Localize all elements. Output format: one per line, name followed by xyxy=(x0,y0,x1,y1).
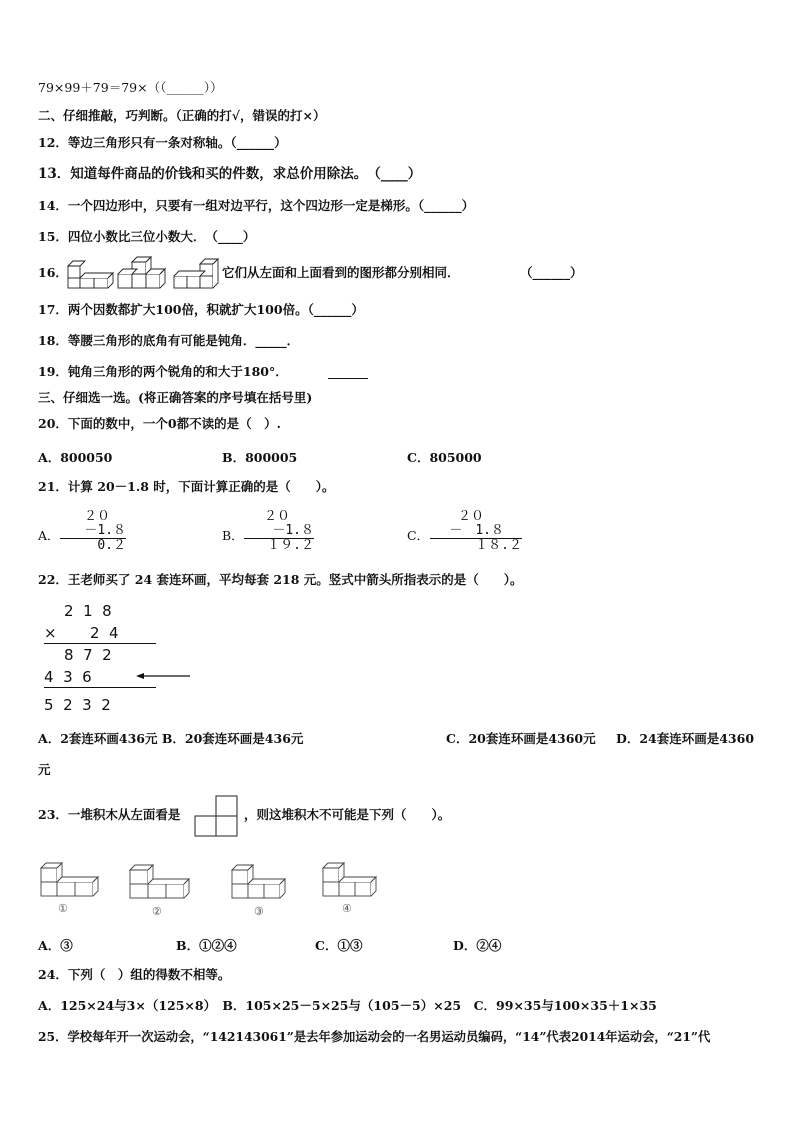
q20-option-c: C．805000 xyxy=(407,450,482,465)
q21-option-b-label: B． xyxy=(222,528,244,543)
question-13: 13．知道每件商品的价钱和买的件数，求总价用除法。 （____） xyxy=(38,166,422,182)
left-view-figure xyxy=(194,795,240,837)
question-19: 19．钝角三角形的两个锐角的和大于180°． xyxy=(38,364,288,379)
question-23: 23．一堆积木从左面看是 xyxy=(38,807,181,822)
question-24: 24．下列（ ）组的得数不相等。 xyxy=(38,967,231,982)
q21-b-minuend: ２０ xyxy=(263,509,290,524)
q21-option-b-calc xyxy=(244,510,314,553)
mult-product: 5 2 3 2 xyxy=(44,696,111,714)
question-16-blank: （______） xyxy=(520,265,583,280)
figure-caption-3: ③ xyxy=(254,905,264,918)
question-16-number: 16． xyxy=(38,265,68,280)
q20-option-b: B．800005 xyxy=(222,450,298,465)
mult-partial-1: 8 7 2 xyxy=(64,646,112,664)
mult-multiplier: × 2 4 xyxy=(44,624,119,642)
block-figures-q23 xyxy=(38,858,388,906)
question-23-tail: ，则这堆积木不可能是下列（ ）。 xyxy=(244,807,451,822)
section-two-heading: 二、仔细推敲，巧判断。（正确的打√，错误的打×） xyxy=(38,108,326,123)
q21-a-minuend: ２０ xyxy=(83,509,110,524)
question-22: 22．王老师买了 24 套连环画，平均每套 218 元。竖式中箭头所指表示的是（ ）。 xyxy=(38,572,523,587)
question-15: 15．四位小数比三位小数大． （____） xyxy=(38,229,256,244)
q22-option-d: D．24套连环画是4360 xyxy=(616,731,755,746)
question-17: 17．两个因数都扩大100倍，积就扩大100倍。（______） xyxy=(38,302,364,317)
q22-options-ab: A．2套连环画436元 B．20套连环画是436元 xyxy=(38,731,304,746)
mult-rule-2 xyxy=(44,687,156,688)
q21-a-result: 0.２ xyxy=(60,538,126,553)
q22-option-c: C．20套连环画是4360元 xyxy=(446,731,596,746)
answer-blank-19[interactable] xyxy=(328,366,368,379)
q21-b-result: １９.２ xyxy=(244,538,314,553)
q21-option-c-calc xyxy=(430,510,522,553)
q22-option-d-wrap: 元 xyxy=(38,762,51,777)
q21-b-subtrahend: －1.８ xyxy=(272,523,314,538)
q21-c-minuend: ２０ xyxy=(457,509,484,524)
q21-option-a-label: A． xyxy=(38,528,60,543)
question-12: 12．等边三角形只有一条对称轴。（______） xyxy=(38,135,287,150)
q21-c-subtrahend: － 1.８ xyxy=(449,523,504,538)
section-three-heading: 三、仔细选一选。(将正确答案的序号填在括号里) xyxy=(38,390,313,405)
mult-multiplicand: 2 1 8 xyxy=(64,602,112,620)
q21-a-subtrahend: －1.８ xyxy=(84,523,126,538)
question-14: 14．一个四边形中，只要有一组对边平行，这个四边形一定是梯形。（______） xyxy=(38,198,475,213)
q24-options: A．125×24与3×（125×8） B．105×25－5×25与（105－5）×25 C．99×35与100×35＋1×35 xyxy=(38,998,657,1013)
figure-caption-2: ② xyxy=(152,905,162,918)
figure-caption-4: ④ xyxy=(342,902,352,915)
q23-option-c: C．①③ xyxy=(315,938,363,953)
q20-option-a: A．800050 xyxy=(38,450,113,465)
question-16-text: 它们从左面和上面看到的图形都分别相同． xyxy=(222,265,460,280)
q23-option-b: B．①②④ xyxy=(176,938,237,953)
question-20: 20．下面的数中，一个0都不读的是（ ）. xyxy=(38,416,281,431)
arrow-left-icon xyxy=(136,672,192,680)
q23-option-a: A．③ xyxy=(38,938,73,953)
question-18: 18．等腰三角形的底角有可能是钝角．_____． xyxy=(38,333,300,348)
figure-caption-1: ① xyxy=(58,902,68,915)
mult-rule-1 xyxy=(44,643,156,644)
question-21: 21．计算 20－1.8 时，下面计算正确的是（ ）。 xyxy=(38,479,335,494)
cube-figures-q16 xyxy=(66,256,222,290)
q21-c-result: １８.２ xyxy=(430,538,522,553)
line-l0: 79×99＋79＝79×（（______）） xyxy=(38,80,223,95)
question-25: 25．学校每年开一次运动会，“142143061”是去年参加运动会的一名男运动员编码，“14”代表2014年运动会，“21”代 xyxy=(38,1029,711,1044)
q23-option-d: D．②④ xyxy=(453,938,502,953)
q21-option-c-label: C． xyxy=(407,528,430,543)
mult-partial-2: 4 3 6 xyxy=(44,668,92,686)
q21-option-a-calc xyxy=(60,510,126,553)
